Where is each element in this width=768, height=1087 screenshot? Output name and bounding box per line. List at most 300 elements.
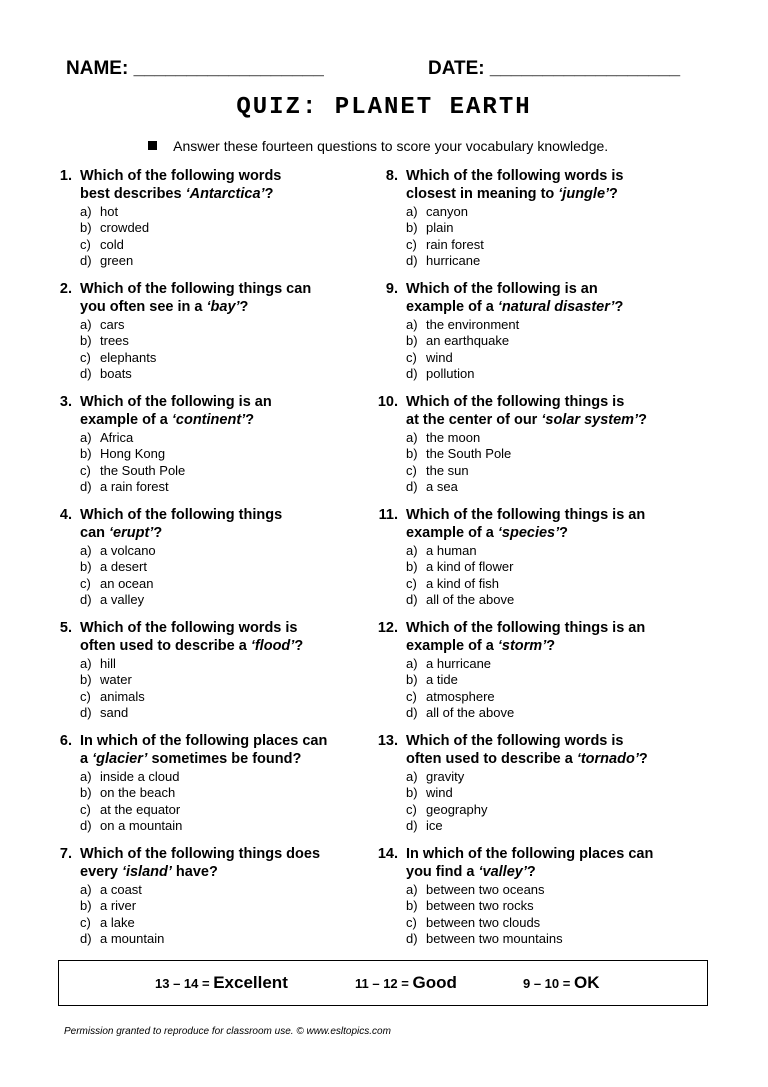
option-text: the environment bbox=[426, 317, 520, 332]
option-letter: a) bbox=[80, 882, 92, 897]
answer-option[interactable] bbox=[372, 350, 692, 366]
question-9 bbox=[372, 281, 692, 382]
answer-options bbox=[46, 430, 366, 495]
option-text: trees bbox=[100, 333, 129, 349]
option-letter: a) bbox=[406, 430, 418, 445]
answer-option[interactable] bbox=[46, 705, 366, 721]
question-text-segment: Which of the following words bbox=[80, 168, 282, 184]
option-letter: a) bbox=[80, 430, 92, 445]
answer-option[interactable] bbox=[372, 559, 692, 575]
question-line bbox=[46, 525, 366, 543]
question-text-segment: ? bbox=[614, 299, 624, 315]
question-text-segment: closest in meaning to bbox=[406, 186, 559, 202]
question-text bbox=[406, 281, 598, 297]
option-text: wind bbox=[426, 785, 453, 801]
option-text: the South Pole bbox=[100, 462, 186, 478]
question-number: 1. bbox=[59, 168, 72, 184]
answer-option[interactable] bbox=[46, 672, 366, 688]
option-letter: a) bbox=[80, 204, 92, 219]
option-text: a tide bbox=[426, 672, 458, 688]
answer-option[interactable] bbox=[46, 769, 366, 785]
option-text: a mountain bbox=[100, 930, 165, 946]
page-title: QUIZ: PLANET EARTH bbox=[236, 94, 532, 121]
question-text bbox=[80, 281, 311, 297]
option-letter: a) bbox=[406, 204, 418, 219]
option-text: geography bbox=[426, 801, 488, 817]
question-3 bbox=[46, 394, 366, 495]
question-text-segment: ? bbox=[245, 412, 255, 428]
question-text-segment: you find a bbox=[406, 864, 479, 880]
question-text-segment: ? bbox=[559, 525, 568, 541]
question-text-segment: Which of the following words is bbox=[406, 168, 624, 184]
question-text-segment: you often see in a bbox=[80, 299, 207, 315]
question-text bbox=[80, 846, 320, 862]
question-line bbox=[372, 846, 692, 864]
option-letter: c) bbox=[80, 688, 91, 704]
question-text bbox=[406, 751, 648, 767]
question-number: 10. bbox=[377, 394, 398, 410]
question-keyword: ‘flood’ bbox=[250, 638, 295, 654]
option-letter: d) bbox=[406, 817, 418, 833]
question-text-segment: ? bbox=[638, 751, 648, 767]
question-text bbox=[80, 507, 282, 523]
question-text-segment: Which of the following things is bbox=[406, 394, 625, 410]
option-letter: a) bbox=[406, 656, 418, 671]
option-text: a sea bbox=[426, 478, 458, 494]
question-text-segment: Which of the following things can bbox=[80, 281, 312, 297]
answer-option[interactable] bbox=[46, 317, 366, 333]
question-text-segment: Which of the following things does bbox=[80, 846, 321, 862]
answer-option[interactable] bbox=[46, 237, 366, 253]
answer-options bbox=[372, 204, 692, 269]
option-text: boats bbox=[100, 365, 132, 381]
answer-option[interactable] bbox=[46, 204, 366, 220]
question-text bbox=[406, 638, 555, 654]
question-text-segment: Which of the following things is an bbox=[406, 620, 646, 636]
option-letter: d) bbox=[406, 704, 418, 720]
option-text: a valley bbox=[100, 591, 145, 607]
answer-option[interactable] bbox=[46, 592, 366, 608]
answer-options bbox=[372, 882, 692, 947]
question-text-segment: ? bbox=[609, 186, 618, 202]
answer-option[interactable] bbox=[372, 656, 692, 672]
question-text bbox=[406, 168, 624, 184]
question-text-segment: example of a bbox=[406, 638, 498, 654]
question-line bbox=[372, 507, 692, 525]
answer-option[interactable] bbox=[46, 931, 366, 947]
option-letter: b) bbox=[406, 898, 418, 914]
question-text-segment: can bbox=[80, 525, 110, 541]
score-range: 9 – 10 = bbox=[523, 976, 571, 991]
question-text bbox=[406, 864, 536, 880]
answer-option[interactable] bbox=[46, 656, 366, 672]
answer-option[interactable] bbox=[372, 672, 692, 688]
question-line bbox=[46, 186, 366, 204]
option-letter: d) bbox=[80, 704, 92, 720]
answer-option[interactable] bbox=[372, 898, 692, 914]
option-letter: c) bbox=[406, 349, 417, 365]
question-5 bbox=[46, 620, 366, 721]
question-text bbox=[80, 525, 162, 541]
option-letter: d) bbox=[406, 252, 418, 268]
answer-option[interactable] bbox=[372, 204, 692, 220]
question-text-segment: ? bbox=[526, 864, 536, 880]
question-line bbox=[46, 168, 366, 186]
question-text-segment: sometimes be found? bbox=[147, 751, 302, 767]
question-text-segment: ? bbox=[294, 638, 304, 654]
answer-option[interactable] bbox=[46, 253, 366, 269]
question-line bbox=[46, 507, 366, 525]
option-text: a lake bbox=[100, 914, 135, 930]
option-letter: a) bbox=[406, 769, 418, 784]
score-label: OK bbox=[573, 973, 600, 992]
option-letter: b) bbox=[80, 672, 92, 688]
option-text: the sun bbox=[426, 462, 469, 478]
answer-options bbox=[46, 317, 366, 382]
question-line bbox=[372, 394, 692, 412]
option-text: Hong Kong bbox=[100, 446, 166, 462]
question-keyword: ‘storm’ bbox=[497, 638, 547, 654]
answer-option[interactable] bbox=[372, 430, 692, 446]
option-letter: d) bbox=[406, 365, 418, 381]
question-line bbox=[372, 281, 692, 299]
answer-option[interactable] bbox=[372, 882, 692, 898]
answer-option[interactable] bbox=[46, 366, 366, 382]
question-text-segment: In which of the following places can bbox=[80, 733, 328, 749]
answer-option[interactable] bbox=[372, 543, 692, 559]
question-line bbox=[46, 846, 366, 864]
option-text: green bbox=[100, 252, 134, 268]
question-line bbox=[372, 412, 692, 430]
score-range: 13 – 14 = bbox=[155, 976, 210, 991]
option-letter: c) bbox=[406, 914, 417, 930]
answer-option[interactable] bbox=[372, 818, 692, 834]
option-letter: a) bbox=[80, 769, 92, 784]
question-text-segment: ? bbox=[638, 412, 647, 428]
answer-option[interactable] bbox=[372, 931, 692, 947]
answer-option[interactable] bbox=[372, 333, 692, 349]
option-letter: c) bbox=[80, 914, 91, 930]
question-text bbox=[80, 168, 281, 184]
option-text: all of the above bbox=[426, 591, 515, 607]
question-number: 13. bbox=[377, 733, 398, 749]
question-line bbox=[46, 733, 366, 751]
option-text: Africa bbox=[100, 430, 134, 445]
answer-option[interactable] bbox=[372, 220, 692, 236]
option-text: hurricane bbox=[426, 252, 481, 268]
option-text: hot bbox=[100, 204, 119, 219]
option-text: animals bbox=[100, 688, 145, 704]
question-text bbox=[80, 733, 327, 749]
option-text: all of the above bbox=[426, 704, 515, 720]
instructions bbox=[148, 138, 608, 154]
score-ok bbox=[523, 973, 599, 993]
answer-options bbox=[372, 317, 692, 382]
question-text-segment: at the center of our bbox=[406, 412, 542, 428]
option-letter: c) bbox=[406, 688, 417, 704]
question-text bbox=[406, 507, 645, 523]
option-letter: c) bbox=[406, 236, 417, 252]
question-text-segment: Which of the following is an bbox=[406, 281, 598, 297]
option-letter: b) bbox=[80, 559, 92, 575]
question-text bbox=[80, 186, 273, 202]
question-text bbox=[80, 412, 254, 428]
option-letter: b) bbox=[406, 333, 418, 349]
question-text bbox=[80, 299, 248, 315]
question-text bbox=[80, 751, 301, 767]
option-text: a coast bbox=[100, 882, 142, 897]
question-line bbox=[46, 638, 366, 656]
question-line bbox=[372, 733, 692, 751]
question-number: 4. bbox=[59, 507, 72, 523]
answer-option[interactable] bbox=[46, 802, 366, 818]
option-text: the moon bbox=[426, 430, 481, 445]
question-2 bbox=[46, 281, 366, 382]
answer-option[interactable] bbox=[46, 430, 366, 446]
answer-option[interactable] bbox=[46, 479, 366, 495]
question-line bbox=[46, 394, 366, 412]
option-letter: a) bbox=[80, 543, 92, 558]
answer-option[interactable] bbox=[46, 446, 366, 462]
option-text: plain bbox=[426, 220, 454, 236]
question-1 bbox=[46, 168, 366, 269]
option-letter: a) bbox=[406, 882, 418, 897]
option-text: water bbox=[100, 672, 132, 688]
score-excellent bbox=[155, 973, 288, 993]
answer-option[interactable] bbox=[46, 559, 366, 575]
question-text bbox=[406, 394, 624, 410]
answer-option[interactable] bbox=[372, 253, 692, 269]
question-line bbox=[372, 525, 692, 543]
answer-option[interactable] bbox=[372, 479, 692, 495]
score-good bbox=[355, 973, 457, 993]
answer-option[interactable] bbox=[46, 785, 366, 801]
answer-option[interactable] bbox=[46, 882, 366, 898]
question-text-segment: best describes bbox=[80, 186, 186, 202]
answer-option[interactable] bbox=[372, 705, 692, 721]
question-line bbox=[372, 620, 692, 638]
answer-option[interactable] bbox=[46, 689, 366, 705]
question-line bbox=[372, 168, 692, 186]
question-keyword: ‘valley’ bbox=[478, 864, 527, 880]
question-text-segment: Which of the following is an bbox=[80, 394, 272, 410]
option-letter: b) bbox=[80, 220, 92, 236]
answer-option[interactable] bbox=[372, 576, 692, 592]
scoring-box bbox=[58, 960, 708, 1006]
option-text: a river bbox=[100, 898, 137, 914]
option-letter: d) bbox=[80, 930, 92, 946]
option-text: between two mountains bbox=[426, 930, 563, 946]
answer-option[interactable] bbox=[46, 333, 366, 349]
question-11 bbox=[372, 507, 692, 608]
answer-options bbox=[372, 430, 692, 495]
option-text: crowded bbox=[100, 220, 150, 236]
question-line bbox=[46, 620, 366, 638]
question-10 bbox=[372, 394, 692, 495]
question-text-segment: often used to describe a bbox=[80, 638, 251, 654]
option-letter: b) bbox=[406, 220, 418, 236]
question-text-segment: ? bbox=[239, 299, 249, 315]
question-number: 12. bbox=[377, 620, 398, 636]
answer-option[interactable] bbox=[46, 463, 366, 479]
question-text bbox=[406, 412, 647, 428]
question-line bbox=[372, 751, 692, 769]
option-text: an ocean bbox=[100, 575, 154, 591]
option-text: between two rocks bbox=[426, 898, 534, 914]
question-number: 6. bbox=[59, 733, 72, 749]
question-text-segment: a bbox=[80, 751, 93, 767]
answer-option[interactable] bbox=[372, 366, 692, 382]
question-number: 2. bbox=[59, 281, 72, 297]
date-blank[interactable]: __________________ bbox=[489, 58, 681, 79]
question-text bbox=[406, 846, 653, 862]
option-letter: c) bbox=[80, 349, 91, 365]
option-text: ice bbox=[426, 817, 443, 833]
answer-option[interactable] bbox=[372, 689, 692, 705]
option-letter: b) bbox=[80, 785, 92, 801]
answer-option[interactable] bbox=[372, 592, 692, 608]
option-text: cars bbox=[100, 317, 125, 332]
question-number: 9. bbox=[385, 281, 398, 297]
question-text-segment: ? bbox=[546, 638, 556, 654]
question-text bbox=[80, 864, 218, 880]
question-keyword: ‘Antarctica’ bbox=[185, 186, 265, 202]
option-text: between two oceans bbox=[426, 882, 545, 897]
option-letter: d) bbox=[80, 478, 92, 494]
option-letter: a) bbox=[406, 317, 418, 332]
question-keyword: ‘tornado’ bbox=[576, 751, 639, 767]
option-letter: b) bbox=[406, 559, 418, 575]
answer-option[interactable] bbox=[46, 898, 366, 914]
instructions-text: Answer these fourteen questions to score your vocabulary knowledge. bbox=[173, 138, 609, 154]
answer-options bbox=[46, 543, 366, 608]
question-text-segment: example of a bbox=[406, 525, 498, 541]
question-text bbox=[80, 620, 298, 636]
option-text: cold bbox=[100, 236, 124, 252]
option-text: rain forest bbox=[426, 236, 484, 252]
option-letter: c) bbox=[80, 236, 91, 252]
option-letter: d) bbox=[406, 930, 418, 946]
option-letter: d) bbox=[406, 478, 418, 494]
question-text bbox=[406, 299, 623, 315]
name-label: NAME: bbox=[66, 58, 129, 79]
question-line bbox=[46, 412, 366, 430]
question-text-segment: have? bbox=[171, 864, 218, 880]
option-text: on a mountain bbox=[100, 817, 183, 833]
answer-option[interactable] bbox=[372, 446, 692, 462]
answer-option[interactable] bbox=[372, 317, 692, 333]
option-letter: c) bbox=[406, 575, 417, 591]
header-row bbox=[66, 58, 706, 82]
question-6 bbox=[46, 733, 366, 834]
option-letter: b) bbox=[80, 446, 92, 462]
option-text: a kind of fish bbox=[426, 575, 499, 591]
date-field bbox=[428, 58, 680, 80]
answer-option[interactable] bbox=[372, 915, 692, 931]
answer-options bbox=[46, 656, 366, 721]
question-text-segment: Which of the following things is an bbox=[406, 507, 646, 523]
option-text: sand bbox=[100, 704, 129, 720]
question-keyword: ‘glacier’ bbox=[92, 751, 148, 767]
question-keyword: ‘jungle’ bbox=[558, 186, 610, 202]
option-text: gravity bbox=[426, 769, 465, 784]
answer-option[interactable] bbox=[46, 350, 366, 366]
option-letter: d) bbox=[80, 591, 92, 607]
question-text bbox=[406, 733, 624, 749]
question-text-segment: often used to describe a bbox=[406, 751, 577, 767]
answer-option[interactable] bbox=[46, 220, 366, 236]
option-text: a volcano bbox=[100, 543, 156, 558]
option-letter: b) bbox=[406, 785, 418, 801]
option-text: atmosphere bbox=[426, 688, 495, 704]
question-keyword: ‘species’ bbox=[497, 525, 560, 541]
answer-options bbox=[372, 543, 692, 608]
answer-options bbox=[46, 882, 366, 947]
question-text-segment: In which of the following places can bbox=[406, 846, 654, 862]
question-line bbox=[46, 281, 366, 299]
question-text-segment: Which of the following words is bbox=[406, 733, 624, 749]
option-letter: b) bbox=[406, 672, 418, 688]
option-letter: d) bbox=[80, 817, 92, 833]
question-text-segment: ? bbox=[264, 186, 274, 202]
answer-option[interactable] bbox=[46, 576, 366, 592]
option-text: a hurricane bbox=[426, 656, 492, 671]
option-letter: d) bbox=[80, 252, 92, 268]
option-text: hill bbox=[100, 656, 116, 671]
option-text: on the beach bbox=[100, 785, 176, 801]
question-line bbox=[46, 299, 366, 317]
question-text-segment: ? bbox=[153, 525, 163, 541]
name-blank[interactable]: __________________ bbox=[133, 58, 324, 79]
question-keyword: ‘solar system’ bbox=[541, 412, 639, 428]
option-text: at the equator bbox=[100, 801, 181, 817]
answer-options bbox=[46, 769, 366, 834]
score-range: 11 – 12 = bbox=[355, 976, 409, 991]
option-letter: a) bbox=[80, 317, 92, 332]
answer-option[interactable] bbox=[372, 463, 692, 479]
question-line bbox=[372, 638, 692, 656]
option-letter: a) bbox=[406, 543, 418, 558]
option-letter: c) bbox=[406, 462, 417, 478]
answer-option[interactable] bbox=[46, 818, 366, 834]
question-keyword: ‘island’ bbox=[121, 864, 172, 880]
question-line bbox=[372, 864, 692, 882]
question-text bbox=[406, 525, 568, 541]
answer-options bbox=[46, 204, 366, 269]
question-7 bbox=[46, 846, 366, 947]
question-text-segment: Which of the following things bbox=[80, 507, 283, 523]
answer-option[interactable] bbox=[46, 543, 366, 559]
question-line bbox=[46, 751, 366, 769]
question-14 bbox=[372, 846, 692, 947]
answer-option[interactable] bbox=[372, 785, 692, 801]
question-number: 5. bbox=[59, 620, 72, 636]
date-label: DATE: bbox=[428, 58, 485, 79]
answer-option[interactable] bbox=[372, 802, 692, 818]
question-line bbox=[372, 186, 692, 204]
answer-option[interactable] bbox=[372, 769, 692, 785]
question-text bbox=[80, 394, 272, 410]
answer-option[interactable] bbox=[46, 915, 366, 931]
option-letter: c) bbox=[406, 801, 417, 817]
question-text-segment: Which of the following words is bbox=[80, 620, 298, 636]
option-text: the South Pole bbox=[426, 446, 512, 462]
option-letter: b) bbox=[406, 446, 418, 462]
question-13 bbox=[372, 733, 692, 834]
question-keyword: ‘erupt’ bbox=[109, 525, 154, 541]
option-letter: c) bbox=[80, 575, 91, 591]
answer-option[interactable] bbox=[372, 237, 692, 253]
